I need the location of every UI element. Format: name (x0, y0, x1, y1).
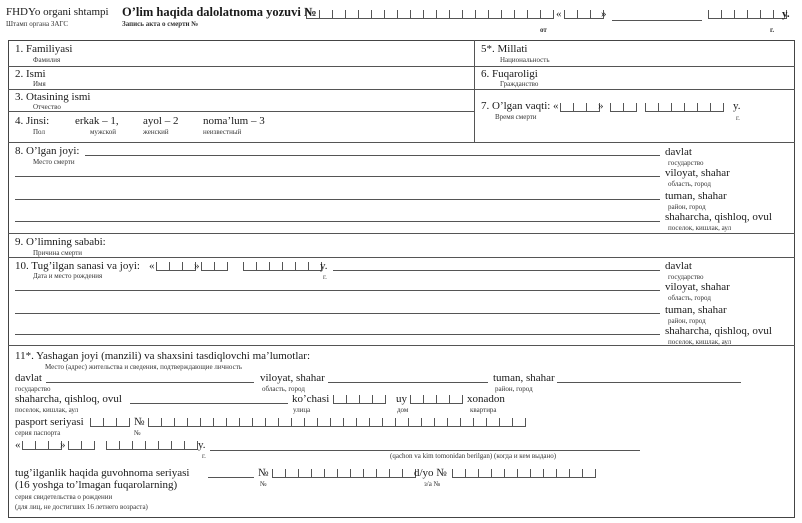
address-kochasi-ru: улица (293, 406, 311, 414)
birth-place-line-1[interactable] (333, 270, 660, 271)
page-title: O’lim haqida dalolatnoma yozuvi № (122, 5, 317, 19)
issue-year-boxes[interactable] (106, 441, 198, 450)
field-ismi-label: 2. Ismi (15, 68, 46, 80)
address-tuman-input[interactable] (557, 382, 741, 383)
death-date-g: г. (736, 114, 740, 122)
header-ot: от (540, 26, 547, 34)
divider (474, 40, 475, 142)
birth-place-line-2[interactable] (15, 290, 660, 291)
field-jinsi-label-ru: Пол (33, 128, 45, 136)
address-shaharcha-input[interactable] (130, 403, 288, 404)
death-place-line-3[interactable] (15, 199, 660, 200)
field-millati-label-ru: Национальность (500, 56, 550, 64)
gender-option-unknown[interactable]: noma’lum – 3 (203, 115, 265, 127)
fhdyo-stamp-label: FHDYo organi shtampi (6, 6, 109, 18)
divider (8, 89, 795, 90)
pasport-no: № (134, 416, 145, 428)
death-date-quote-close: » (598, 100, 604, 112)
issued-by-input[interactable] (210, 450, 640, 451)
death-place-line-4[interactable] (15, 221, 660, 222)
death-place-viloyat-ru: область, город (668, 180, 711, 188)
header-year-suffix: y. (782, 8, 790, 20)
death-day-boxes[interactable] (560, 103, 600, 112)
birth-date-y: y. (320, 260, 328, 272)
issue-month-boxes[interactable] (68, 441, 95, 450)
field-olim-sababi-label-ru: Причина смерти (33, 249, 83, 257)
field-olgan-joyi-label-ru: Место смерти (33, 158, 75, 166)
birthcert-no-ru: № (260, 480, 267, 488)
field-familiyasi-label: 1. Familiyasi (15, 43, 73, 55)
gender-option-male-ru: мужской (90, 128, 116, 136)
death-year-boxes[interactable] (645, 103, 724, 112)
issue-day-boxes[interactable] (22, 441, 62, 450)
birth-month-boxes[interactable] (201, 262, 228, 271)
death-place-line-2[interactable] (15, 176, 660, 177)
birth-place-tuman-ru: район, город (668, 317, 706, 325)
issued-by-hint: (qachon va kim tomonidan berilgan) (когда и кем выдано) (390, 452, 557, 460)
death-month-boxes[interactable] (610, 103, 637, 112)
birth-date-quote-close: » (194, 260, 200, 272)
issue-date-y: y. (198, 439, 206, 451)
birthcert-series-input[interactable] (208, 477, 254, 478)
birth-place-shaharcha: shaharcha, qishloq, ovul (665, 325, 772, 337)
birth-place-viloyat-ru: область, город (668, 294, 711, 302)
field-olgan-vaqti-label: 7. O’lgan vaqti: (481, 100, 551, 112)
field-familiyasi-label-ru: Фамилия (33, 56, 61, 64)
date-year-boxes[interactable] (708, 10, 787, 19)
address-davlat-ru: государство (15, 385, 51, 393)
field-fuqaroligi-label: 6. Fuqaroligi (481, 68, 538, 80)
death-place-line-1[interactable] (85, 155, 660, 156)
birthcert-number-boxes[interactable] (272, 469, 416, 478)
issue-date-quote-close: » (60, 439, 66, 451)
death-date-quote-open: « (553, 100, 559, 112)
birth-place-line-3[interactable] (15, 313, 660, 314)
death-place-shaharcha-ru: поселок, кишлак, аул (668, 224, 732, 232)
divider (8, 111, 474, 112)
pasport-number-boxes[interactable] (148, 418, 526, 427)
issue-date-quote-open: « (15, 439, 21, 451)
field-olim-sababi-label: 9. O’limning sababi: (15, 236, 106, 248)
birth-place-davlat: davlat (665, 260, 692, 272)
birthcert-label-ru: серия свидетельства о рождении (15, 493, 113, 501)
death-place-viloyat: viloyat, shahar (665, 167, 730, 179)
birthcert-dyo: d/yo № (414, 467, 447, 479)
birth-place-viloyat: viloyat, shahar (665, 281, 730, 293)
divider (8, 66, 795, 67)
fhdyo-stamp-label-ru: Штамп органа ЗАГС (6, 20, 69, 28)
address-shaharcha: shaharcha, qishloq, ovul (15, 393, 122, 405)
birth-date-quote-open: « (149, 260, 155, 272)
address-shaharcha-ru: поселок, кишлак, аул (15, 406, 79, 414)
gender-option-female[interactable]: ayol – 2 (143, 115, 179, 127)
address-davlat-input[interactable] (46, 382, 254, 383)
birthcert-dyo-ru: з/а № (424, 480, 441, 488)
date-month-line[interactable] (612, 20, 702, 21)
birth-place-tuman: tuman, shahar (665, 304, 727, 316)
date-day-boxes[interactable] (564, 10, 604, 19)
date-quote-open: « (556, 8, 562, 20)
birthcert-label: tug’ilganlik haqida guvohnoma seriyasi (15, 467, 190, 479)
date-quote-close: » (601, 8, 607, 20)
field-tugilgan-label-ru: Дата и место рождения (33, 272, 103, 280)
birthcert-dyo-boxes[interactable] (452, 469, 596, 478)
birth-place-line-4[interactable] (15, 334, 660, 335)
pasport-no-ru: № (134, 429, 141, 437)
birthcert-label-2: (16 yoshga to’lmagan fuqarolarning) (15, 479, 178, 491)
field-fuqaroligi-label-ru: Гражданство (500, 80, 539, 88)
divider (8, 233, 795, 234)
birth-year-boxes[interactable] (243, 262, 322, 271)
address-viloyat: viloyat, shahar (260, 372, 325, 384)
pasport-label: pasport seriyasi (15, 416, 84, 428)
field-olgan-vaqti-label-ru: Время смерти (495, 113, 537, 121)
field-otasining-label-ru: Отчество (33, 103, 61, 111)
death-place-davlat: davlat (665, 146, 692, 158)
death-place-tuman: tuman, shahar (665, 190, 727, 202)
birth-place-davlat-ru: государство (668, 273, 704, 281)
birth-place-shaharcha-ru: поселок, кишлак, аул (668, 338, 732, 346)
gender-option-unknown-ru: неизвестный (203, 128, 242, 136)
death-place-shaharcha: shaharcha, qishloq, ovul (665, 211, 772, 223)
field-jinsi-label: 4. Jinsi: (15, 115, 50, 127)
birthcert-label-ru-2: (для лиц, не достигших 16 летнего возраста) (15, 503, 148, 511)
birth-date-g: г. (323, 273, 327, 281)
field-olgan-joyi-label: 8. O’lgan joyi: (15, 145, 80, 157)
field-ismi-label-ru: Имя (33, 80, 46, 88)
address-xonadon: xonadon (467, 393, 505, 405)
address-xonadon-ru: квартира (470, 406, 497, 414)
pasport-series-boxes[interactable] (90, 418, 130, 427)
address-davlat: davlat (15, 372, 42, 384)
divider (8, 142, 795, 143)
death-place-davlat-ru: государство (668, 159, 704, 167)
address-uy-ru: дом (397, 406, 409, 414)
address-viloyat-ru: область, город (262, 385, 305, 393)
death-place-tuman-ru: район, город (668, 203, 706, 211)
divider (8, 257, 795, 258)
record-number-boxes[interactable] (306, 10, 554, 19)
birth-day-boxes[interactable] (156, 262, 196, 271)
address-uy: uy (396, 393, 407, 405)
pasport-label-ru: серия паспорта (15, 429, 61, 437)
address-tuman-ru: район, город (495, 385, 533, 393)
page-title-ru: Запись акта о смерти № (122, 20, 199, 28)
field-tugilgan-label: 10. Tug’ilgan sanasi va joyi: (15, 260, 140, 272)
death-date-y: y. (733, 100, 741, 112)
birthcert-no: № (258, 467, 269, 479)
address-uy-boxes[interactable] (410, 395, 463, 404)
field-yashagan-joyi-label: 11*. Yashagan joyi (manzili) va shaxsini tasdiqlovchi ma’lumotlar: (15, 350, 311, 362)
header-g: г. (770, 26, 775, 34)
field-millati-label: 5*. Millati (481, 43, 528, 55)
gender-option-male[interactable]: erkak – 1, (75, 115, 119, 127)
address-kochasi: ko’chasi (292, 393, 330, 405)
address-kochasi-boxes[interactable] (333, 395, 386, 404)
address-viloyat-input[interactable] (328, 382, 488, 383)
issue-date-g: г. (202, 452, 206, 460)
gender-option-female-ru: женский (143, 128, 169, 136)
address-tuman: tuman, shahar (493, 372, 555, 384)
field-otasining-label: 3. Otasining ismi (15, 91, 91, 103)
field-yashagan-joyi-label-ru: Место (адрес) жительства и сведения, подтверждающие личность (45, 363, 242, 371)
